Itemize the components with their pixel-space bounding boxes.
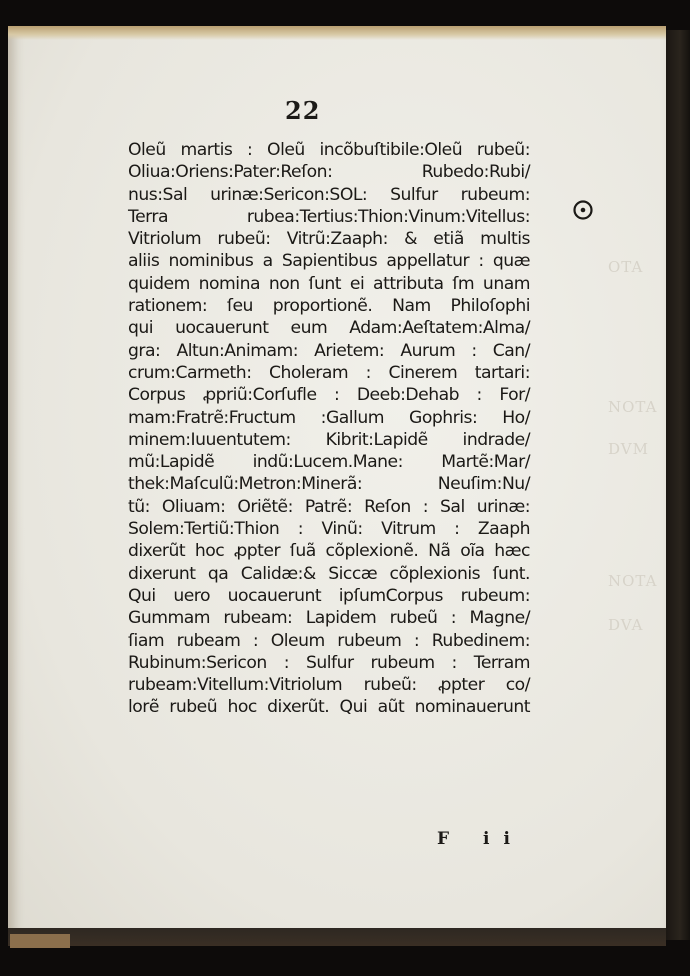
show-through-text: NOTA bbox=[608, 572, 658, 590]
text-line: rationem: ſeu proportionẽ. Nam Philoſophi bbox=[128, 296, 530, 317]
text-line: minem:Iuuentutem: Kibrit:Lapidẽ indrade/ bbox=[128, 429, 530, 450]
text-line: dixerunt qa Calidæ:& Siccæ cõplexionis ſunt. bbox=[128, 563, 530, 584]
binding-tab bbox=[10, 934, 70, 948]
binding-edge bbox=[8, 928, 666, 946]
text-line: thek:Maſculũ:Metron:Minerã: Neuſim:Nu/ bbox=[128, 474, 530, 495]
text-line: aliis nominibus a Sapientibus appellatur : quæ bbox=[128, 251, 530, 272]
body-text bbox=[128, 139, 530, 719]
show-through-text: OTA bbox=[608, 258, 644, 276]
text-line: crum:Carmeth: Choleram : Cinerem tartari: bbox=[128, 362, 530, 383]
text-line: Oleũ martis : Oleũ incõbuſtibile:Oleũ rubeũ: bbox=[128, 140, 530, 160]
text-line: nus:Sal urinæ:Sericon:SOL: Sulfur rubeum: bbox=[128, 184, 530, 205]
text-line: Qui uero uocauerunt ipſumCorpus rubeum: bbox=[128, 585, 530, 606]
show-through-text: NOTA bbox=[608, 398, 658, 416]
text-line: Vitriolum rubeũ: Vitrũ:Zaaph: & etiã multis bbox=[128, 229, 530, 250]
signature-mark: F ii bbox=[437, 829, 524, 849]
text-line: gra: Altun:Animam: Arietem: Aurum : Can/ bbox=[128, 340, 530, 361]
text-line: Rubinum:Sericon : Sulfur rubeum : Terram bbox=[128, 652, 530, 673]
text-line: mam:Fratrẽ:Fructum :Gallum Gophris: Ho/ bbox=[128, 407, 530, 428]
text-line: tũ: Oliuam: Oriẽtẽ: Patrẽ: Reſon : Sal urinæ: bbox=[128, 496, 530, 517]
text-line: Terra rubea:Tertius:Thion:Vinum:Vitellus: bbox=[128, 206, 530, 227]
sun-symbol-icon bbox=[572, 199, 594, 221]
text-line: Oliua:Oriens:Pater:Reſon: Rubedo:Rubi/ bbox=[128, 162, 530, 183]
text-line: quidem nomina non ſunt ei attributa ſm unam bbox=[128, 273, 530, 294]
text-line: mũ:Lapidẽ indũ:Lucem.Mane: Martẽ:Mar/ bbox=[128, 452, 530, 473]
text-line: Solem:Tertiũ:Thion : Vinũ: Vitrum : Zaaph bbox=[128, 519, 530, 540]
text-line: Gummam rubeam: Lapidem rubeũ : Magne/ bbox=[128, 608, 530, 629]
text-line: lorẽ rubeũ hoc dixerũt. Qui aũt nominauerunt bbox=[128, 697, 530, 718]
show-through-text: DVA bbox=[608, 616, 644, 634]
adjacent-page-edge bbox=[665, 30, 690, 940]
text-line: dixerũt hoc ꝓpter ſuã cõplexionẽ. Nã oĩa hæc bbox=[128, 541, 530, 562]
text-line: qui uocauerunt eum Adam:Aeſtatem:Alma/ bbox=[128, 318, 530, 339]
page-number: 22 bbox=[285, 96, 321, 125]
show-through-text: DVM bbox=[608, 440, 649, 458]
text-line: rubeam:Vitellum:Vitriolum rubeũ: ꝓpter co/ bbox=[128, 675, 530, 696]
text-line: ſiam rubeam : Oleum rubeum : Rubedinem: bbox=[128, 630, 530, 651]
page-top-edge bbox=[8, 26, 666, 40]
text-line: Corpus ꝓpriũ:Corſufle : Deeb:Dehab : For/ bbox=[128, 385, 530, 406]
